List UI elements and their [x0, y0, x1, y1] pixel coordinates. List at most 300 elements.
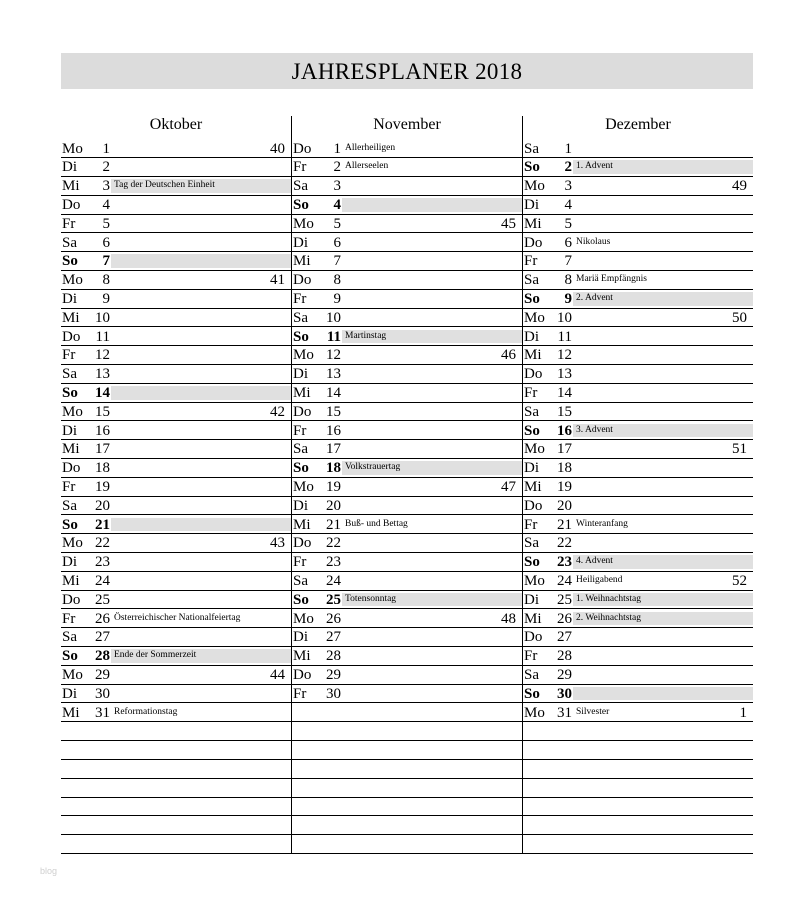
day-number: 27 — [326, 629, 341, 646]
day-number: 23 — [326, 554, 341, 571]
day-number: 8 — [333, 272, 341, 289]
day-number: 20 — [326, 497, 341, 514]
day-row — [292, 534, 522, 553]
blank-line — [61, 834, 291, 835]
weekday: Mo — [524, 441, 545, 458]
event-label: Ende der Sommerzeit — [114, 650, 197, 661]
weekday: Do — [293, 666, 312, 683]
weekday: Sa — [62, 629, 77, 646]
event-label: Nikolaus — [576, 236, 611, 247]
day-number: 23 — [95, 554, 110, 571]
weekday: Di — [62, 290, 77, 307]
day-row — [523, 704, 753, 723]
day-row — [523, 572, 753, 591]
day-row — [292, 516, 522, 535]
day-number: 3 — [333, 178, 341, 195]
day-number: 8 — [564, 272, 572, 289]
day-row — [523, 346, 753, 365]
blank-line — [61, 797, 291, 798]
day-number: 1 — [333, 140, 341, 157]
day-number: 16 — [95, 422, 110, 439]
day-row — [523, 384, 753, 403]
day-row — [292, 346, 522, 365]
weekday: Do — [62, 196, 81, 213]
day-number: 8 — [102, 272, 110, 289]
day-row — [292, 666, 522, 685]
day-row — [61, 553, 291, 572]
day-row — [292, 196, 522, 215]
weekday: Mo — [62, 535, 83, 552]
day-row — [523, 666, 753, 685]
blank-line — [523, 797, 753, 798]
weekday: Sa — [524, 535, 539, 552]
day-number: 4 — [564, 196, 572, 213]
day-number: 25 — [95, 591, 110, 608]
day-number: 25 — [326, 591, 341, 608]
day-row — [61, 666, 291, 685]
weekday: Mi — [62, 704, 80, 721]
day-row — [523, 516, 753, 535]
day-row — [61, 271, 291, 290]
weekday: Sa — [524, 140, 539, 157]
day-row — [61, 158, 291, 177]
day-number: 21 — [95, 516, 110, 533]
weekday: Do — [293, 403, 312, 420]
event-label: 1. Weihnachtstag — [576, 593, 642, 604]
day-number: 18 — [95, 460, 110, 477]
day-number: 28 — [95, 648, 110, 665]
week-number: 49 — [732, 178, 747, 195]
day-number: 15 — [95, 403, 110, 420]
holiday-highlight — [111, 254, 291, 268]
day-row — [292, 685, 522, 704]
blank-line — [61, 778, 291, 779]
week-number: 47 — [501, 478, 516, 495]
day-row — [523, 459, 753, 478]
weekday: Fr — [293, 685, 307, 702]
day-row — [292, 628, 522, 647]
day-number: 12 — [95, 347, 110, 364]
day-number: 22 — [95, 535, 110, 552]
day-row — [523, 628, 753, 647]
day-number: 28 — [557, 648, 572, 665]
event-label: Mariä Empfängnis — [576, 274, 647, 285]
day-number: 20 — [557, 497, 572, 514]
day-row — [523, 215, 753, 234]
weekday: Mi — [524, 610, 542, 627]
weekday: Di — [524, 591, 539, 608]
weekday: So — [524, 422, 540, 439]
weekday: Mo — [62, 140, 83, 157]
day-number: 9 — [564, 290, 572, 307]
weekday: Mi — [62, 441, 80, 458]
day-row — [61, 422, 291, 441]
week-number: 42 — [270, 403, 285, 420]
day-number: 4 — [333, 196, 341, 213]
day-row — [61, 384, 291, 403]
day-row — [523, 478, 753, 497]
day-number: 24 — [557, 572, 572, 589]
day-row — [61, 516, 291, 535]
day-row — [61, 459, 291, 478]
day-number: 2 — [333, 159, 341, 176]
weekday: So — [62, 253, 78, 270]
day-number: 1 — [564, 140, 572, 157]
day-number: 10 — [326, 309, 341, 326]
blank-line — [523, 759, 753, 760]
day-number: 11 — [557, 328, 572, 345]
weekday: Do — [524, 629, 543, 646]
day-row — [292, 459, 522, 478]
day-number: 9 — [102, 290, 110, 307]
day-row — [292, 328, 522, 347]
weekday: Fr — [62, 215, 76, 232]
day-row — [292, 365, 522, 384]
weekday: Mi — [293, 253, 311, 270]
blank-line — [523, 778, 753, 779]
day-row — [61, 572, 291, 591]
day-number: 19 — [557, 478, 572, 495]
day-number: 31 — [557, 704, 572, 721]
day-row — [61, 365, 291, 384]
month-name: November — [373, 116, 441, 133]
week-number: 51 — [732, 441, 747, 458]
day-number: 16 — [557, 422, 572, 439]
weekday: Fr — [524, 384, 538, 401]
week-number: 48 — [501, 610, 516, 627]
day-row — [61, 177, 291, 196]
week-number: 43 — [270, 535, 285, 552]
blank-line — [523, 834, 753, 835]
day-row — [61, 478, 291, 497]
day-row — [61, 628, 291, 647]
day-row — [292, 497, 522, 516]
weekday: Di — [293, 366, 308, 383]
weekday: Mo — [524, 178, 545, 195]
day-row — [523, 591, 753, 610]
blank-line — [61, 740, 291, 741]
day-number: 6 — [564, 234, 572, 251]
month-column-dezember — [523, 116, 753, 854]
day-number: 22 — [326, 535, 341, 552]
event-label: Silvester — [576, 706, 610, 717]
day-row — [61, 685, 291, 704]
blank-line — [523, 815, 753, 816]
weekday: So — [524, 159, 540, 176]
day-number: 11 — [95, 328, 110, 345]
event-label: Buß- und Bettag — [345, 518, 408, 529]
day-number: 21 — [326, 516, 341, 533]
weekday: Di — [293, 497, 308, 514]
event-label: Totensonntag — [345, 593, 397, 604]
weekday: So — [524, 554, 540, 571]
day-row — [292, 384, 522, 403]
weekday: Sa — [293, 572, 308, 589]
day-number: 19 — [326, 478, 341, 495]
day-row — [292, 553, 522, 572]
day-row — [61, 534, 291, 553]
page-title: JAHRESPLANER 2018 — [291, 59, 523, 84]
day-row — [292, 478, 522, 497]
weekday: So — [293, 328, 309, 345]
blank-line — [523, 740, 753, 741]
day-row — [61, 328, 291, 347]
weekday: Mi — [524, 215, 542, 232]
day-row — [523, 196, 753, 215]
day-number: 12 — [557, 347, 572, 364]
day-row — [61, 215, 291, 234]
day-row — [292, 234, 522, 253]
weekday: Mi — [293, 516, 311, 533]
month-name: Oktober — [149, 116, 203, 133]
title-bar — [61, 53, 753, 89]
weekday: Sa — [293, 178, 308, 195]
day-row — [292, 158, 522, 177]
day-row — [61, 196, 291, 215]
day-number: 7 — [102, 253, 110, 270]
watermark: blog — [40, 866, 58, 876]
blank-line — [292, 721, 522, 722]
day-row — [61, 290, 291, 309]
weekday: Di — [62, 159, 77, 176]
weekday: Mi — [62, 178, 80, 195]
weekday: Di — [524, 196, 539, 213]
day-number: 17 — [326, 441, 341, 458]
weekday: Do — [62, 591, 81, 608]
day-number: 24 — [95, 572, 110, 589]
day-row — [61, 647, 291, 666]
day-row — [523, 234, 753, 253]
week-number: 50 — [732, 309, 747, 326]
weekday: Fr — [293, 290, 307, 307]
weekday: Mi — [293, 648, 311, 665]
day-row — [61, 403, 291, 422]
blank-line — [292, 740, 522, 741]
weekday: Do — [524, 366, 543, 383]
day-number: 13 — [95, 366, 110, 383]
blank-line — [292, 853, 522, 854]
week-number: 45 — [501, 215, 516, 232]
day-number: 7 — [333, 253, 341, 270]
day-number: 7 — [564, 253, 572, 270]
day-row — [292, 422, 522, 441]
weekday: Di — [524, 460, 539, 477]
day-number: 29 — [326, 666, 341, 683]
day-row — [61, 234, 291, 253]
weekday: Do — [62, 460, 81, 477]
weekday: Mo — [293, 215, 314, 232]
day-row — [523, 422, 753, 441]
weekday: So — [524, 290, 540, 307]
holiday-highlight — [111, 386, 291, 400]
day-number: 29 — [95, 666, 110, 683]
day-number: 9 — [333, 290, 341, 307]
day-number: 18 — [557, 460, 572, 477]
day-row — [523, 403, 753, 422]
day-number: 23 — [557, 554, 572, 571]
day-number: 6 — [333, 234, 341, 251]
day-row — [523, 158, 753, 177]
day-number: 1 — [102, 140, 110, 157]
weekday: Sa — [293, 309, 308, 326]
day-number: 15 — [557, 403, 572, 420]
day-number: 13 — [557, 366, 572, 383]
day-number: 13 — [326, 366, 341, 383]
event-label: Österreichischer Nationalfeiertag — [114, 612, 241, 623]
day-row — [61, 610, 291, 629]
weekday: So — [524, 685, 540, 702]
day-row — [292, 271, 522, 290]
weekday: Di — [524, 328, 539, 345]
day-number: 27 — [95, 629, 110, 646]
blank-line — [292, 815, 522, 816]
day-number: 11 — [326, 328, 341, 345]
weekday: Do — [524, 234, 543, 251]
weekday: Mi — [62, 309, 80, 326]
day-row — [61, 704, 291, 723]
week-number: 46 — [501, 347, 516, 364]
day-row — [61, 309, 291, 328]
weekday: Sa — [293, 441, 308, 458]
holiday-highlight — [573, 687, 753, 701]
event-label: Allerseelen — [345, 161, 389, 172]
week-number: 44 — [270, 666, 285, 683]
week-number: 41 — [270, 272, 285, 289]
weekday: Mo — [293, 610, 314, 627]
month-column-november — [292, 116, 522, 854]
weekday: So — [293, 460, 309, 477]
weekday: Mo — [524, 704, 545, 721]
event-label: Tag der Deutschen Einheit — [114, 180, 215, 191]
day-row — [292, 177, 522, 196]
day-row — [523, 140, 753, 159]
day-row — [292, 290, 522, 309]
day-row — [292, 403, 522, 422]
weekday: Sa — [524, 403, 539, 420]
week-number: 1 — [739, 704, 747, 721]
weekday: So — [62, 384, 78, 401]
day-row — [523, 271, 753, 290]
day-number: 19 — [95, 478, 110, 495]
day-row — [61, 591, 291, 610]
day-row — [61, 497, 291, 516]
weekday: Fr — [524, 516, 538, 533]
day-row — [523, 440, 753, 459]
day-row — [292, 610, 522, 629]
day-row — [523, 177, 753, 196]
day-row — [292, 215, 522, 234]
day-row — [523, 365, 753, 384]
event-label: 4. Advent — [576, 556, 613, 567]
day-number: 6 — [102, 234, 110, 251]
day-row — [292, 309, 522, 328]
day-row — [523, 534, 753, 553]
event-label: Martinstag — [345, 330, 387, 341]
weekday: Fr — [293, 554, 307, 571]
weekday: Mo — [62, 403, 83, 420]
weekday: Fr — [293, 422, 307, 439]
day-number: 3 — [564, 178, 572, 195]
day-number: 29 — [557, 666, 572, 683]
blank-line — [61, 759, 291, 760]
weekday: Mi — [62, 572, 80, 589]
day-row — [523, 610, 753, 629]
event-label: 2. Weihnachtstag — [576, 612, 642, 623]
weekday: Sa — [62, 497, 77, 514]
day-number: 26 — [326, 610, 341, 627]
weekday: Mo — [62, 666, 83, 683]
weekday: Mo — [62, 272, 83, 289]
day-number: 12 — [326, 347, 341, 364]
weekday: Di — [62, 554, 77, 571]
day-row — [523, 553, 753, 572]
day-row — [292, 647, 522, 666]
month-name: Dezember — [605, 116, 671, 133]
day-number: 15 — [326, 403, 341, 420]
day-number: 17 — [95, 441, 110, 458]
weekday: Fr — [293, 159, 307, 176]
event-label: Allerheiligen — [345, 142, 396, 153]
weekday: Fr — [62, 478, 76, 495]
event-label: Heiligabend — [576, 574, 623, 585]
day-number: 2 — [102, 159, 110, 176]
weekday: Mi — [524, 347, 542, 364]
blank-line — [61, 853, 291, 854]
weekday: Sa — [524, 666, 539, 683]
weekday: Do — [293, 272, 312, 289]
day-row — [61, 440, 291, 459]
day-row — [523, 328, 753, 347]
day-number: 22 — [557, 535, 572, 552]
day-number: 10 — [95, 309, 110, 326]
weekday: So — [293, 196, 309, 213]
week-number: 52 — [732, 572, 747, 589]
week-number: 40 — [270, 140, 285, 157]
weekday: Sa — [62, 366, 77, 383]
day-number: 27 — [557, 629, 572, 646]
day-row — [523, 497, 753, 516]
event-label: Winteranfang — [576, 518, 628, 529]
day-number: 5 — [333, 215, 341, 232]
weekday: Fr — [62, 610, 76, 627]
day-row — [523, 309, 753, 328]
day-row — [61, 252, 291, 271]
weekday: Fr — [62, 347, 76, 364]
day-number: 26 — [557, 610, 572, 627]
day-row — [292, 252, 522, 271]
day-number: 30 — [95, 685, 110, 702]
weekday: Mo — [293, 347, 314, 364]
weekday: Sa — [524, 272, 539, 289]
day-row — [292, 572, 522, 591]
blank-line — [292, 778, 522, 779]
weekday: Mi — [293, 384, 311, 401]
event-label: Reformationstag — [114, 706, 178, 717]
day-number: 26 — [95, 610, 110, 627]
weekday: Di — [62, 422, 77, 439]
day-number: 2 — [564, 159, 572, 176]
weekday: Fr — [524, 648, 538, 665]
day-number: 5 — [102, 215, 110, 232]
weekday: So — [293, 591, 309, 608]
day-number: 16 — [326, 422, 341, 439]
weekday: Mo — [293, 478, 314, 495]
day-number: 14 — [557, 384, 572, 401]
day-number: 14 — [95, 384, 110, 401]
event-label: 3. Advent — [576, 424, 613, 435]
day-row — [523, 290, 753, 309]
weekday: Mi — [524, 478, 542, 495]
